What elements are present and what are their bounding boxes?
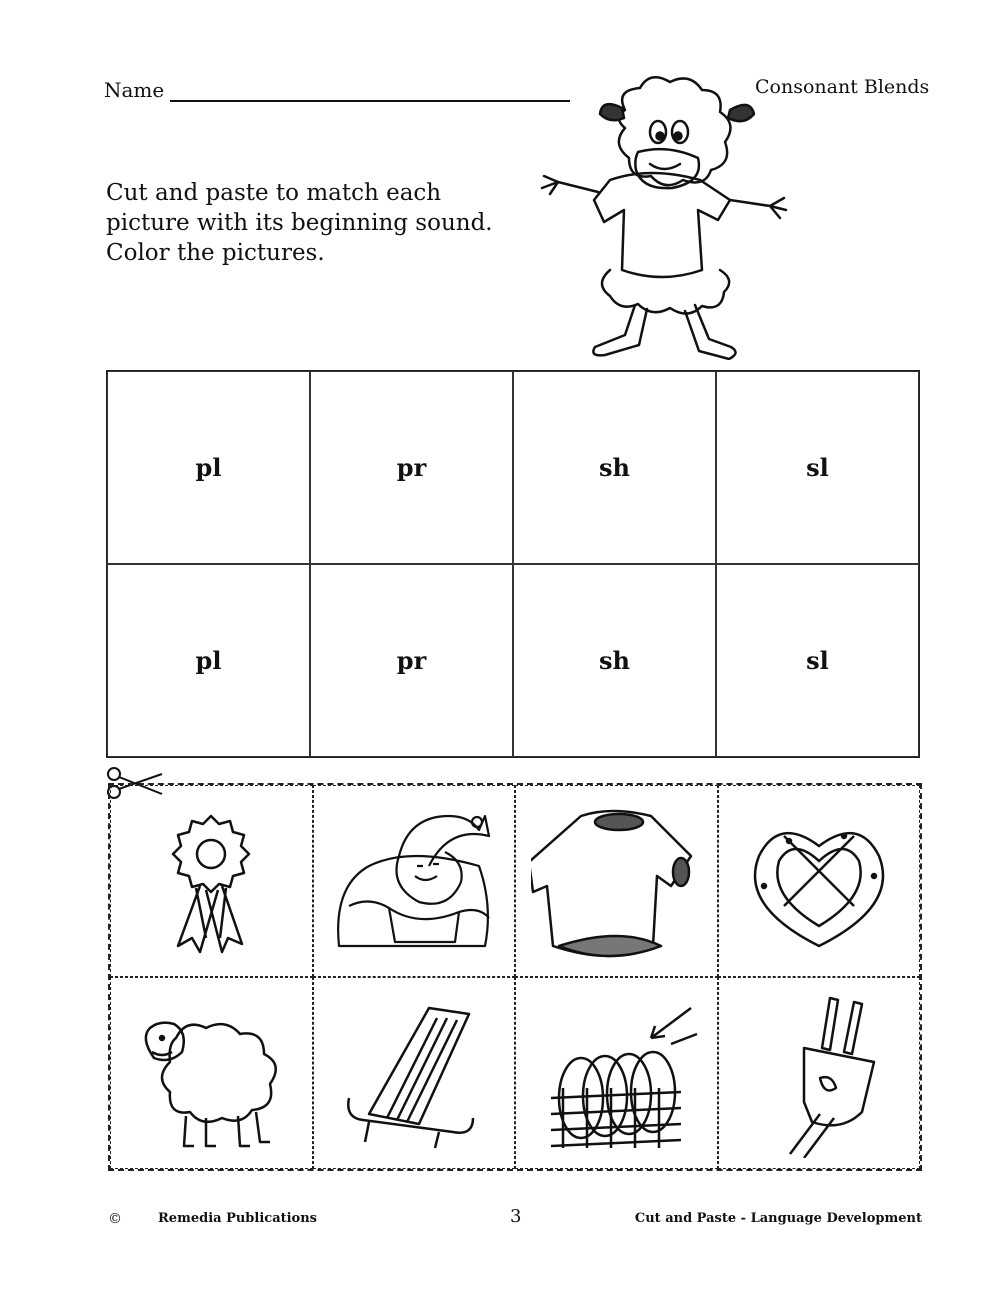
picture-card[interactable] <box>313 785 516 977</box>
instruction-line: Color the pictures. <box>106 240 325 266</box>
picture-card[interactable] <box>110 785 313 977</box>
prize-ribbon-icon <box>126 796 296 966</box>
page-number: 3 <box>510 1206 522 1227</box>
blend-cell-pr: pr <box>310 564 513 757</box>
cut-out-pictures <box>108 783 922 1171</box>
instructions <box>106 178 493 268</box>
picture-card[interactable] <box>110 977 313 1169</box>
name-field <box>104 78 570 102</box>
picture-card[interactable] <box>718 785 921 977</box>
book-title: Cut and Paste - Language Development <box>634 1211 922 1226</box>
blend-cell-sl: sl <box>716 564 919 757</box>
plug-icon <box>734 988 904 1158</box>
blend-cell-pr: pr <box>310 371 513 564</box>
blend-cell-sh: sh <box>513 371 716 564</box>
shirt-icon <box>531 796 701 966</box>
name-line <box>170 78 570 102</box>
pretzel-icon <box>734 796 904 966</box>
sleeping-child-icon <box>329 796 499 966</box>
picture-card[interactable] <box>515 785 718 977</box>
blend-grid <box>106 370 920 758</box>
publisher-name: Remedia Publications <box>158 1211 317 1226</box>
sled-icon <box>329 988 499 1158</box>
topic-title: Consonant Blends <box>755 76 930 98</box>
plates-in-rack-icon <box>531 988 701 1158</box>
instruction-line: picture with its beginning sound. <box>106 210 493 236</box>
picture-card[interactable] <box>515 977 718 1169</box>
blend-cell-sh: sh <box>513 564 716 757</box>
sheep-mascot-icon <box>530 70 810 360</box>
name-label: Name <box>104 78 165 102</box>
picture-card[interactable] <box>313 977 516 1169</box>
blend-cell-pl: pl <box>107 564 310 757</box>
copyright-symbol: © <box>108 1211 122 1227</box>
blend-cell-sl: sl <box>716 371 919 564</box>
sheep-icon <box>126 988 296 1158</box>
instruction-line: Cut and paste to match each <box>106 180 442 206</box>
blend-cell-pl: pl <box>107 371 310 564</box>
picture-card[interactable] <box>718 977 921 1169</box>
